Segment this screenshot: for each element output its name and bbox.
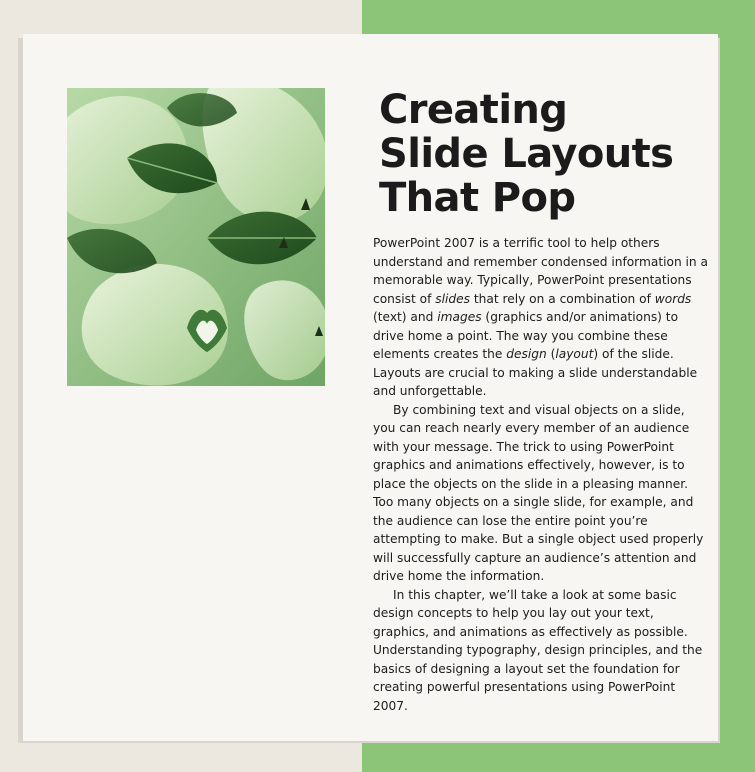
p1-em-slides: slides <box>435 291 470 306</box>
chapter-intro-text <box>373 234 708 715</box>
p1-em-words: words <box>654 291 692 306</box>
p1-em-design: design <box>506 347 547 361</box>
title-line-1: Creating <box>379 87 568 133</box>
title-line-3: That Pop <box>379 175 576 221</box>
book-page <box>23 34 718 741</box>
p1-text-a: PowerPoint 2007 is a terrific tool to help others understand and remember condensed information in a memorable way. Typically, PowerPoint presentations consist of <box>373 236 708 306</box>
p1-text-e: ( <box>546 347 556 361</box>
p1-text-f: ) of the slide. Layouts are crucial to making a slide understandable and unforgettable. <box>373 347 698 398</box>
p1-em-images: images <box>437 310 482 324</box>
paragraph-1 <box>373 234 708 401</box>
chapter-title <box>379 88 699 220</box>
title-line-2: Slide Layouts <box>379 131 674 177</box>
paragraph-2: By combining text and visual objects on a slide, you can reach nearly every member of an audience with your message. The trick to using PowerPoint graphics and animations effectively, however, is to place the objects on the slide in a pleasing manner. Too many objects on a single slide, for example, and the audience can lose the entire point you’re attempting to make. But a single object used properly will successfully capture an audience’s attention and drive home the information. <box>373 402 704 583</box>
chapter-illustration <box>67 88 325 386</box>
p1-text-b: that rely on a combination of <box>469 291 655 306</box>
p1-text-c: (text) and <box>373 310 438 324</box>
p1-text-d: (graphics and/or animations) to drive home a point. The way you combine these elements creates the <box>373 310 679 361</box>
apple-leaf-illustration <box>67 88 325 386</box>
p1-em-layout: layout <box>555 347 594 361</box>
paragraph-3: In this chapter, we’ll take a look at some basic design concepts to help you lay out your text, graphics, and animations as effectively as possible. Understanding typography, design principles, and the basics of designing a layout set the foundation for creating powerful presentations using PowerPoint 2007. <box>373 587 703 713</box>
